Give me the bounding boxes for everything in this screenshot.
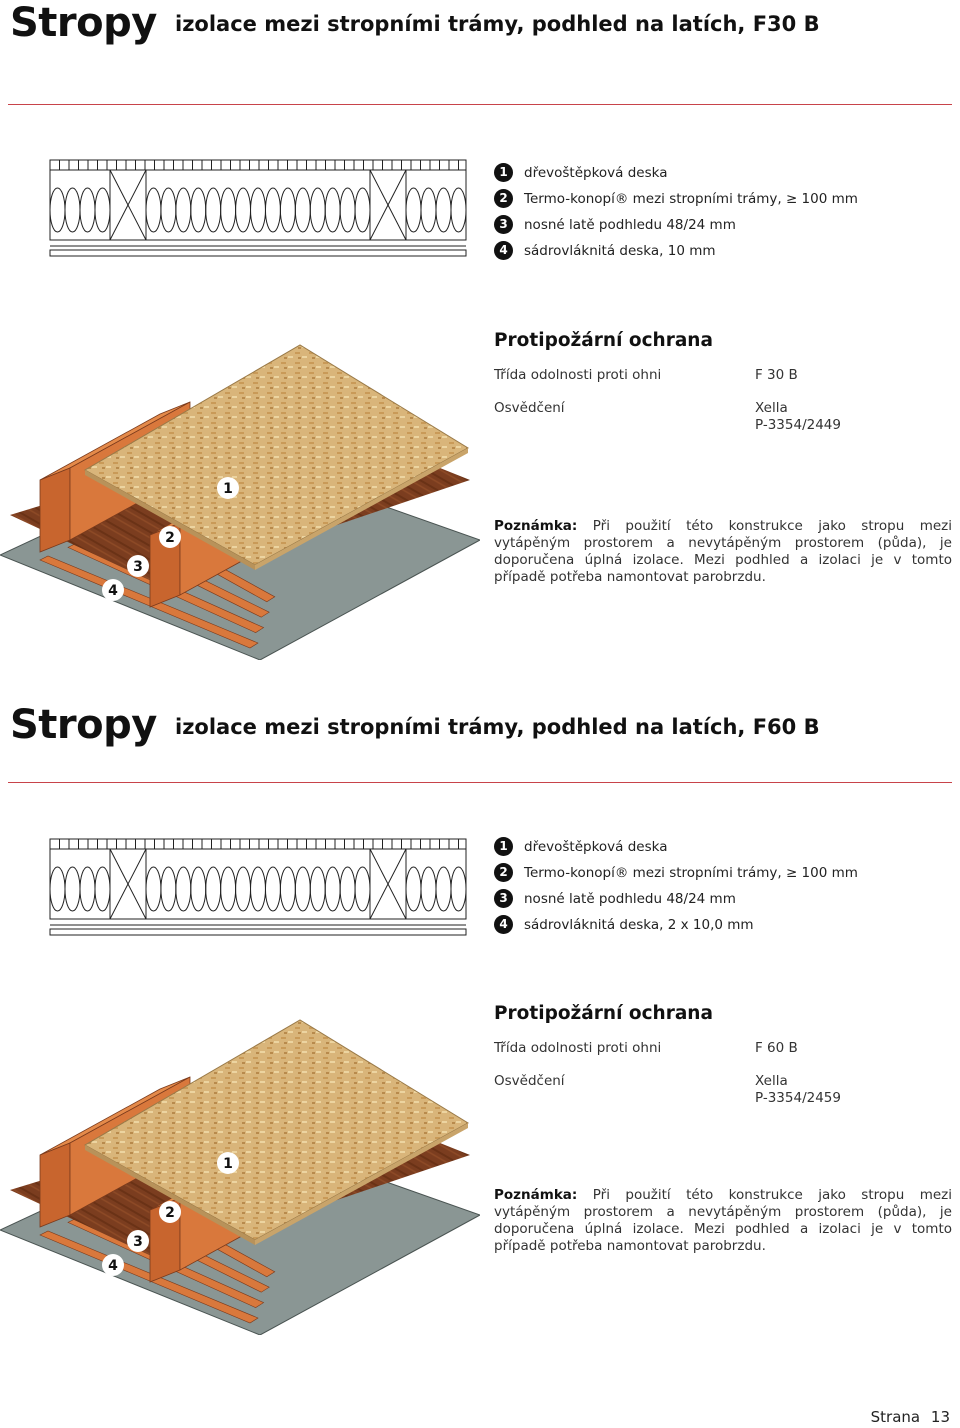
callout-badge bbox=[159, 1201, 181, 1223]
number-badge: 4 bbox=[494, 241, 513, 260]
fire-class-label: Třída odolnosti proti ohni bbox=[494, 367, 662, 383]
insulation-loop bbox=[251, 188, 266, 232]
fire-class-value: F 60 B bbox=[755, 1040, 798, 1056]
isometric-construction-illustration bbox=[0, 330, 480, 660]
insulation-loop bbox=[65, 188, 80, 232]
insulation-loop bbox=[436, 867, 451, 911]
certificate-number: P-3354/2459 bbox=[755, 1090, 841, 1106]
insulation-loop bbox=[355, 867, 370, 911]
insulation-loop bbox=[80, 188, 95, 232]
certificate-label: Osvědčení bbox=[494, 1073, 565, 1089]
certificate-issuer: Xella bbox=[755, 1073, 788, 1089]
beam-end bbox=[40, 1143, 70, 1227]
insulation-loop bbox=[191, 188, 206, 232]
insulation-loop bbox=[310, 188, 325, 232]
number-badge: 1 bbox=[494, 163, 513, 182]
certificate-issuer: Xella bbox=[755, 400, 788, 416]
insulation-loop bbox=[340, 188, 355, 232]
fire-protection-heading: Protipožární ochrana bbox=[494, 330, 713, 351]
fire-class-value: F 30 B bbox=[755, 367, 798, 383]
callout-badge bbox=[217, 1152, 239, 1174]
callout-number: 2 bbox=[165, 530, 175, 546]
insulation-loop bbox=[406, 867, 421, 911]
insulation-loop bbox=[280, 188, 295, 232]
insulation-loop bbox=[206, 867, 221, 911]
plasterboard-outline bbox=[50, 250, 466, 256]
callout-number: 1 bbox=[223, 1156, 233, 1172]
legend-list bbox=[494, 163, 934, 267]
legend-item bbox=[494, 915, 934, 941]
insulation-loop bbox=[221, 188, 236, 232]
certificate-value bbox=[755, 1073, 841, 1107]
callout-number: 3 bbox=[133, 1234, 143, 1250]
insulation-loop bbox=[251, 867, 266, 911]
legend-item bbox=[494, 215, 934, 241]
legend-list bbox=[494, 837, 934, 941]
insulation-loop bbox=[50, 188, 65, 232]
callout-badge bbox=[127, 1230, 149, 1252]
insulation-loop bbox=[340, 867, 355, 911]
insulation-loop bbox=[355, 188, 370, 232]
legend-item bbox=[494, 889, 934, 915]
insulation-loop bbox=[221, 867, 236, 911]
insulation-loop bbox=[295, 188, 310, 232]
insulation-loop bbox=[265, 867, 280, 911]
insulation-loop bbox=[191, 867, 206, 911]
callout-number: 3 bbox=[133, 559, 143, 575]
callout-number: 4 bbox=[108, 583, 118, 599]
legend-text: sádrovláknitá deska, 2 x 10,0 mm bbox=[524, 917, 754, 933]
insulation-loop bbox=[451, 867, 466, 911]
insulation-loop bbox=[236, 867, 251, 911]
insulation-loop bbox=[95, 867, 110, 911]
note-text: Při použití této konstrukce jako stropu mezi vytápěným prostorem a nevytápěným prostorem (půda), je doporučena úplná izolace. Mezi podhled a izolaci je v tomto případě potřeba namontovat parobrzdu. bbox=[494, 518, 952, 585]
section-subtitle: izolace mezi stropními trámy, podhled na latích, F60 B bbox=[175, 715, 820, 739]
number-badge: 2 bbox=[494, 863, 513, 882]
legend-text: Termo-konopí® mezi stropními trámy, ≥ 100 mm bbox=[524, 191, 858, 207]
page-label: Strana bbox=[870, 1408, 921, 1426]
legend-text: nosné latě podhledu 48/24 mm bbox=[524, 217, 736, 233]
insulation-loop bbox=[176, 188, 191, 232]
certificate-number: P-3354/2449 bbox=[755, 417, 841, 433]
legend-item bbox=[494, 863, 934, 889]
insulation-loop bbox=[421, 188, 436, 232]
insulation-loop bbox=[325, 188, 340, 232]
insulation-loop bbox=[176, 867, 191, 911]
number-badge: 4 bbox=[494, 915, 513, 934]
cross-section-drawing bbox=[48, 158, 470, 268]
cross-section-drawing bbox=[48, 837, 470, 947]
legend-item bbox=[494, 163, 934, 189]
fire-protection-heading: Protipožární ochrana bbox=[494, 1003, 713, 1024]
legend-item bbox=[494, 837, 934, 863]
legend-text: sádrovláknitá deska, 10 mm bbox=[524, 243, 716, 259]
callout-badge bbox=[127, 555, 149, 577]
insulation-loop bbox=[280, 867, 295, 911]
insulation-loop bbox=[80, 867, 95, 911]
red-divider bbox=[8, 104, 952, 105]
insulation-band-outline bbox=[50, 170, 466, 240]
insulation-loop bbox=[436, 188, 451, 232]
callout-number: 4 bbox=[108, 1258, 118, 1274]
note-paragraph bbox=[494, 518, 952, 586]
callout-badge bbox=[102, 1254, 124, 1276]
insulation-loop bbox=[236, 188, 251, 232]
beam-end bbox=[40, 468, 70, 552]
legend-text: dřevoštěpková deska bbox=[524, 839, 668, 855]
section-title: Stropy bbox=[10, 0, 157, 46]
insulation-loop bbox=[161, 188, 176, 232]
legend-item bbox=[494, 241, 934, 267]
insulation-loop bbox=[295, 867, 310, 911]
top-board-outline bbox=[50, 160, 466, 170]
callout-number: 1 bbox=[223, 481, 233, 497]
fire-class-label: Třída odolnosti proti ohni bbox=[494, 1040, 662, 1056]
insulation-loop bbox=[146, 188, 161, 232]
legend-text: Termo-konopí® mezi stropními trámy, ≥ 100 mm bbox=[524, 865, 858, 881]
insulation-loop bbox=[206, 188, 221, 232]
insulation-loop bbox=[161, 867, 176, 911]
red-divider bbox=[8, 782, 952, 783]
note-label: Poznámka: bbox=[494, 518, 578, 534]
number-badge: 1 bbox=[494, 837, 513, 856]
plasterboard-outline bbox=[50, 929, 466, 935]
legend-text: dřevoštěpková deska bbox=[524, 165, 668, 181]
legend-text: nosné latě podhledu 48/24 mm bbox=[524, 891, 736, 907]
section-title: Stropy bbox=[10, 702, 157, 748]
number-badge: 2 bbox=[494, 189, 513, 208]
insulation-loop bbox=[146, 867, 161, 911]
number-badge: 3 bbox=[494, 889, 513, 908]
callout-badge bbox=[102, 579, 124, 601]
insulation-loop bbox=[451, 188, 466, 232]
insulation-loop bbox=[50, 867, 65, 911]
note-label: Poznámka: bbox=[494, 1187, 578, 1203]
certificate-label: Osvědčení bbox=[494, 400, 565, 416]
page-footer bbox=[865, 1408, 950, 1426]
certificate-value bbox=[755, 400, 841, 434]
insulation-band-outline bbox=[50, 849, 466, 919]
insulation-loop bbox=[406, 188, 421, 232]
note-text: Při použití této konstrukce jako stropu mezi vytápěným prostorem a nevytápěným prostorem (půda), je doporučena úplná izolace. Mezi podhled a izolaci je v tomto případě potřeba namontovat parobrzdu. bbox=[494, 1187, 952, 1254]
number-badge: 3 bbox=[494, 215, 513, 234]
callout-number: 2 bbox=[165, 1205, 175, 1221]
insulation-loop bbox=[325, 867, 340, 911]
section-subtitle: izolace mezi stropními trámy, podhled na latích, F30 B bbox=[175, 12, 820, 36]
note-paragraph bbox=[494, 1187, 952, 1255]
insulation-loop bbox=[265, 188, 280, 232]
insulation-loop bbox=[310, 867, 325, 911]
insulation-loop bbox=[65, 867, 80, 911]
callout-badge bbox=[159, 526, 181, 548]
top-board-outline bbox=[50, 839, 466, 849]
legend-item bbox=[494, 189, 934, 215]
insulation-loop bbox=[95, 188, 110, 232]
callout-badge bbox=[217, 477, 239, 499]
page-number: 13 bbox=[930, 1408, 950, 1426]
insulation-loop bbox=[421, 867, 436, 911]
isometric-construction-illustration bbox=[0, 1005, 480, 1335]
